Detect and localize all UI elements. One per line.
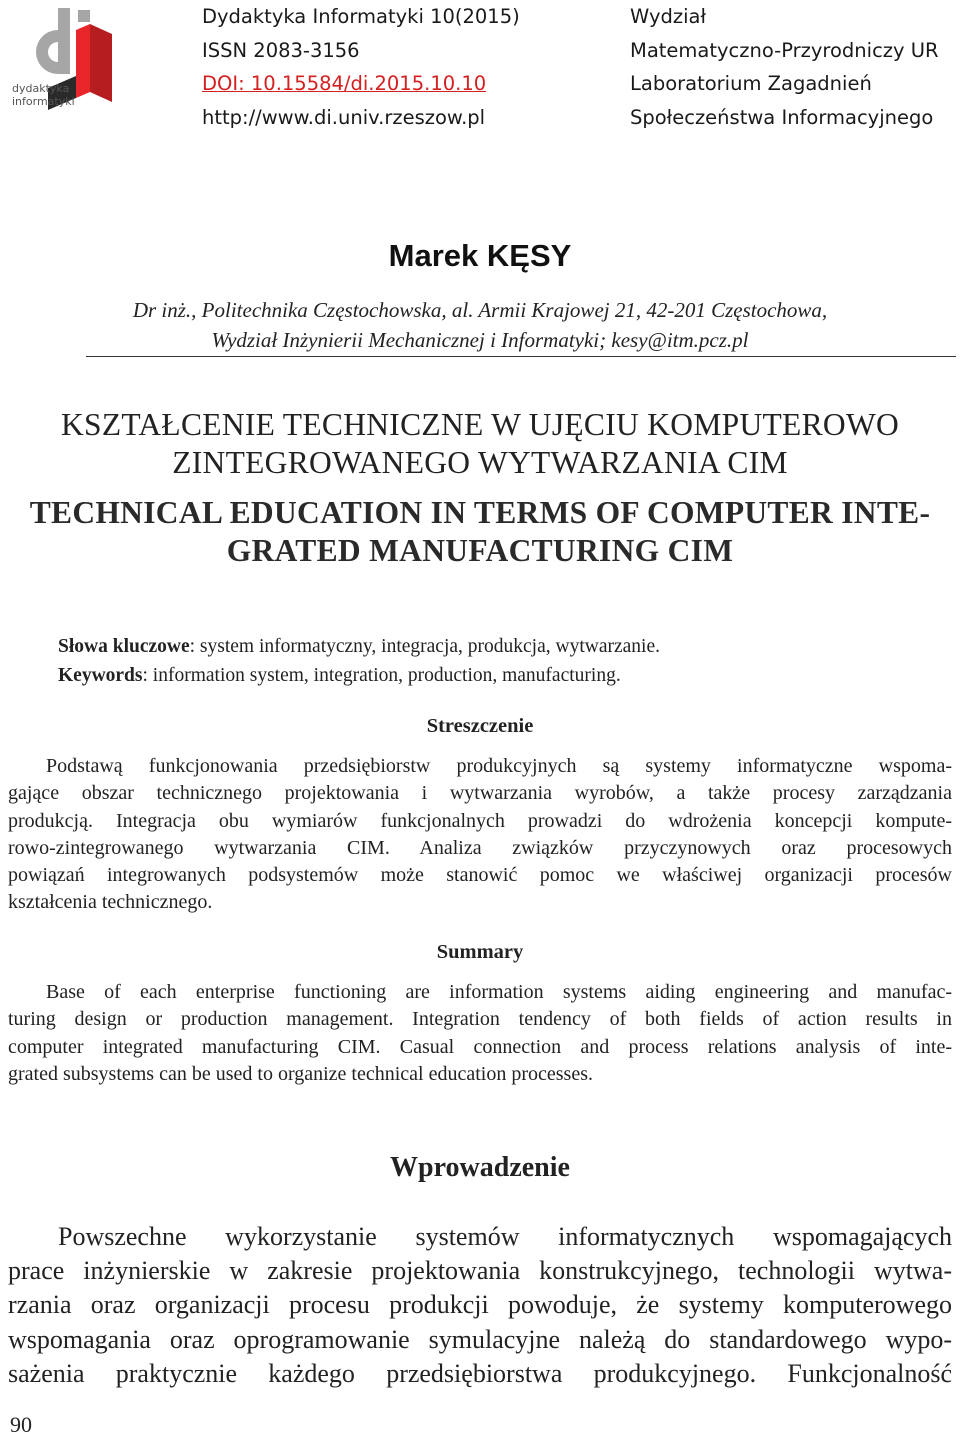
streszczenie-line: kształcenia technicznego. bbox=[8, 891, 213, 914]
streszczenie-line: Podstawą funkcjonowania przedsiębiorstw produkcyjnych są systemy informatyczne wspoma- bbox=[46, 755, 952, 777]
journal-info bbox=[202, 0, 520, 134]
summary-heading: Summary bbox=[436, 941, 524, 963]
summary-line: Base of each enterprise functioning are information systems aiding engineering and manufac- bbox=[46, 981, 952, 1003]
affiliation-line-1: Dr inż., Politechnika Częstochowska, al. Armii Krajowej 21, 42-201 Częstochowa, bbox=[132, 298, 828, 322]
keywords-en-label: Keywords bbox=[58, 665, 143, 686]
logo-text-1: dydaktyka bbox=[12, 82, 70, 95]
summary-line: computer integrated manufacturing CIM. Casual connection and process relations analysis of inte- bbox=[8, 1035, 952, 1058]
streszczenie-line: rowo-zintegrowanego wytwarzania CIM. Analiza związków przyczynowych oraz procesowych bbox=[8, 836, 952, 859]
logo-text-2: informatyki bbox=[12, 95, 75, 108]
streszczenie-heading: Streszczenie bbox=[426, 715, 534, 737]
title-pl-line-1: KSZTAŁCENIE TECHNICZNE W UJĘCIU KOMPUTEROWO bbox=[60, 407, 900, 442]
faculty-line-2: Matematyczno-Przyrodniczy UR bbox=[630, 38, 939, 62]
affiliation-line-2: Wydział Inżynierii Mechanicznej i Informatyki; kesy@itm.pcz.pl bbox=[211, 328, 749, 352]
introduction-heading: Wprowadzenie bbox=[390, 1152, 570, 1183]
summary-line: grated subsystems can be used to organize technical education processes. bbox=[8, 1062, 593, 1085]
streszczenie-line: powiązań integrowanych podsystemów może stanowić pomoc we właściwej organizacji procesów bbox=[8, 864, 952, 887]
page-number: 90 bbox=[10, 1412, 32, 1437]
introduction-line: prace inżynierskie w zakresie projektowania konstrukcyjnego, technologii wytwa- bbox=[8, 1256, 952, 1286]
introduction-body bbox=[8, 1220, 952, 1391]
journal-url[interactable]: http://www.di.univ.rzeszow.pl bbox=[202, 105, 486, 129]
keywords-pl-text: : system informatyczny, integracja, produkcja, wytwarzanie. bbox=[189, 636, 660, 657]
streszczenie-line: produkcją. Integracja obu wymiarów funkcjonalnych prowadzi do wdrożenia koncepcji kompute- bbox=[8, 809, 952, 832]
author-name: Marek KĘSY bbox=[388, 238, 572, 273]
title-pl-line-2: ZINTEGROWANEGO WYTWARZANIA CIM bbox=[172, 445, 788, 480]
summary-body bbox=[8, 979, 952, 1088]
journal-name: Dydaktyka Informatyki 10(2015) bbox=[202, 5, 520, 28]
title-en-line-1: TECHNICAL EDUCATION IN TERMS OF COMPUTER INTE- bbox=[29, 495, 931, 530]
doi-link[interactable]: DOI: 10.15584/di.2015.10.10 bbox=[202, 72, 487, 95]
issn: ISSN 2083-3156 bbox=[202, 38, 360, 62]
journal-logo bbox=[8, 4, 120, 124]
keywords-en bbox=[58, 665, 621, 687]
introduction-line: sażenia praktycznie każdego przedsiębiorstwa produkcyjnego. Funkcjonalność bbox=[8, 1358, 952, 1388]
streszczenie-line: gające obszar technicznego projektowania i wytwarzania wyrobów, a także procesy zarządzania bbox=[8, 782, 952, 805]
keywords-pl bbox=[58, 636, 660, 658]
faculty-line-4: Społeczeństwa Informacyjnego bbox=[630, 105, 934, 129]
faculty-line-1: Wydział bbox=[630, 5, 707, 28]
faculty-info bbox=[630, 0, 939, 134]
divider bbox=[86, 356, 956, 357]
streszczenie-body bbox=[8, 753, 952, 917]
title-en-line-2: GRATED MANUFACTURING CIM bbox=[226, 533, 734, 568]
keywords-pl-label: Słowa kluczowe bbox=[58, 636, 190, 657]
summary-line: turing design or production management. Integration tendency of both fields of action results in bbox=[8, 1008, 952, 1031]
introduction-line: wspomagania oraz oprogramowanie symulacyjne należą do standardowego wypo- bbox=[8, 1324, 952, 1354]
faculty-line-3: Laboratorium Zagadnień bbox=[630, 72, 872, 95]
introduction-line: Powszechne wykorzystanie systemów informatycznych wspomagających bbox=[58, 1222, 952, 1251]
introduction-line: rzania oraz organizacji procesu produkcji powoduje, że systemy komputerowego bbox=[8, 1290, 952, 1320]
keywords-en-text: : information system, integration, production, manufacturing. bbox=[142, 665, 621, 686]
